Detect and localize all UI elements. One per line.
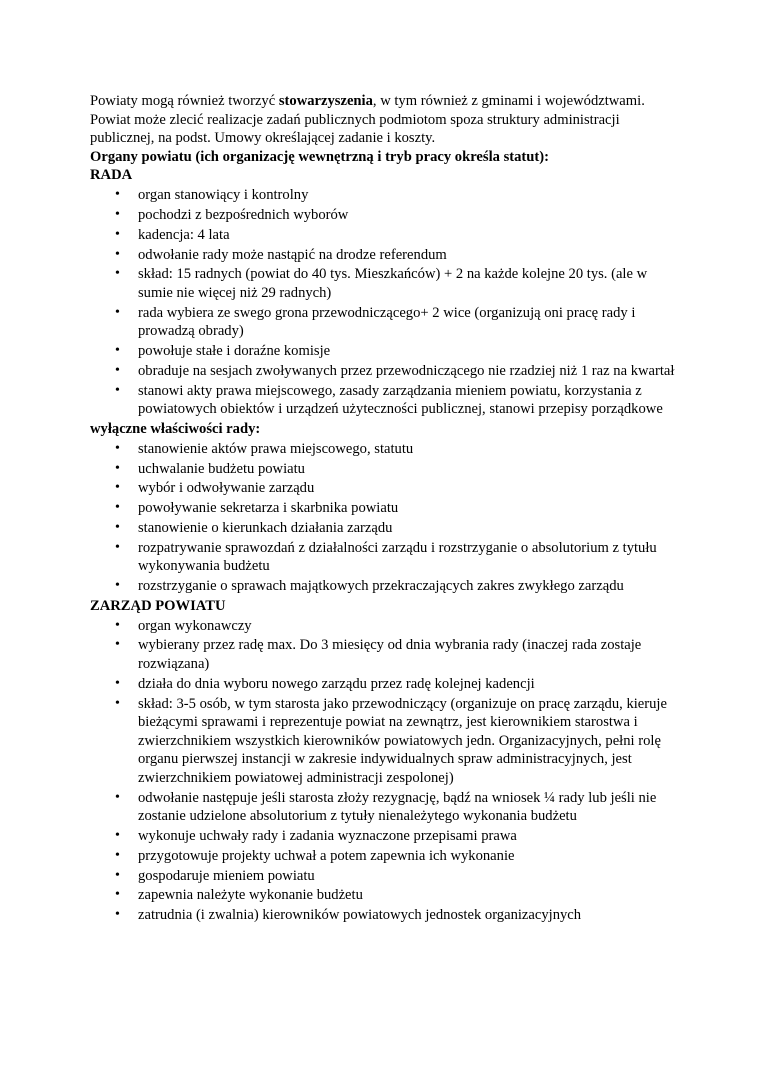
list-item-text: organ wykonawczy xyxy=(138,617,252,634)
list-item xyxy=(90,479,680,498)
bullet-icon: • xyxy=(115,500,120,516)
list-item xyxy=(90,827,680,846)
intro-text-1b: , w tym również z gminami i województwami. xyxy=(372,93,645,109)
list-item-text: kadencja: 4 lata xyxy=(138,226,230,243)
bullet-icon: • xyxy=(115,519,120,535)
list-item-text: skład: 3-5 osób, w tym starosta jako przewodniczący (organizuje on pracę zarządu, kieruje bieżącymi sprawami i reprezentuje powiat na zewnątrz, jest kierownikiem starostwa i zwierzchnikiem wszystkich kierowników powiatowych jedn. Organizacyjnych, pełni rolę organu pierwszej instancji w zakresie indywidualnych spraw administracyjnych, jest zwierzchnikiem powiatowej administracji zespolonej) xyxy=(138,695,667,786)
list-item xyxy=(90,246,680,265)
zarzad-heading: ZARZĄD POWIATU xyxy=(90,597,226,614)
list-item-text: przygotowuje projekty uchwał a potem zapewnia ich wykonanie xyxy=(138,847,515,864)
list-item xyxy=(90,460,680,479)
list-item-text: obraduje na sesjach zwoływanych przez przewodniczącego nie rzadziej niż 1 raz na kwartał xyxy=(138,362,675,379)
bullet-icon: • xyxy=(115,637,120,653)
bullet-icon: • xyxy=(115,362,120,378)
bullet-icon: • xyxy=(115,440,120,456)
list-item xyxy=(90,265,680,302)
list-item-text: skład: 15 radnych (powiat do 40 tys. Mieszkańców) + 2 na każde kolejne 20 tys. (ale w sumie nie więcej niż 29 radnych) xyxy=(138,266,648,301)
bullet-icon: • xyxy=(115,226,120,242)
bullet-icon: • xyxy=(115,695,120,711)
list-item xyxy=(90,206,680,225)
bullet-icon: • xyxy=(115,907,120,923)
list-item-text: stanowienie aktów prawa miejscowego, statutu xyxy=(138,440,414,457)
bullet-icon: • xyxy=(115,867,120,883)
list-item-text: wybierany przez radę max. Do 3 miesięcy od dnia wybrania rady (inaczej rada zostaje rozwiązana) xyxy=(138,637,642,672)
intro-text-1: Powiaty mogą również tworzyć xyxy=(90,93,279,109)
organy-heading: Organy powiatu (ich organizację wewnętrzną i tryb pracy określa statut): xyxy=(90,148,549,165)
list-item-text: odwołanie następuje jeśli starosta złoży rezygnację, bądź na wniosek ¼ rady lub jeśli nie zostanie udzielone absolutorium z tytuły nienależytego wykonania budżetu xyxy=(138,789,657,825)
list-item xyxy=(90,847,680,866)
list-item xyxy=(90,519,680,538)
list-item xyxy=(90,362,680,381)
list-item xyxy=(90,617,680,636)
list-item xyxy=(90,675,680,694)
list-item-text: organ stanowiący i kontrolny xyxy=(138,187,309,204)
document-page xyxy=(90,92,680,926)
bullet-icon: • xyxy=(115,789,120,805)
list-item xyxy=(90,539,680,576)
bullet-icon: • xyxy=(115,539,120,555)
list-item xyxy=(90,906,680,925)
wylaczne-heading: wyłączne właściwości rady: xyxy=(90,420,261,437)
list-item-text: zapewnia należyte wykonanie budżetu xyxy=(138,887,363,904)
list-item-text: rozpatrywanie sprawozdań z działalności zarządu i rozstrzyganie o absolutorium z tytułu wykonywania budżetu xyxy=(138,539,657,575)
intro-bold-term: stowarzyszenia xyxy=(278,93,373,109)
list-item-text: odwołanie rady może nastąpić na drodze referendum xyxy=(138,246,447,263)
bullet-icon: • xyxy=(115,460,120,476)
bullet-icon: • xyxy=(115,675,120,691)
list-item xyxy=(90,342,680,361)
bullet-icon: • xyxy=(115,480,120,496)
bullet-icon: • xyxy=(115,343,120,359)
list-item xyxy=(90,636,680,673)
bullet-icon: • xyxy=(115,887,120,903)
bullet-icon: • xyxy=(115,266,120,282)
list-item xyxy=(90,440,680,459)
bullet-icon: • xyxy=(115,187,120,203)
list-item xyxy=(90,304,680,341)
bullet-icon: • xyxy=(115,847,120,863)
bullet-icon: • xyxy=(115,578,120,594)
bullet-icon: • xyxy=(115,382,120,398)
list-item xyxy=(90,382,680,419)
list-item xyxy=(90,789,680,826)
list-item xyxy=(90,695,680,788)
list-item-text: stanowienie o kierunkach działania zarządu xyxy=(138,519,393,536)
list-item-text: rada wybiera ze swego grona przewodniczącego+ 2 wice (organizują oni pracę rady i prowadzą obrady) xyxy=(138,304,636,340)
list-item-text: zatrudnia (i zwalnia) kierowników powiatowych jednostek organizacyjnych xyxy=(138,907,582,924)
zarzad-list xyxy=(90,617,680,925)
list-item-text: wybór i odwoływanie zarządu xyxy=(138,480,315,497)
wylaczne-list xyxy=(90,440,680,596)
list-item-text: gospodaruje mieniem powiatu xyxy=(138,867,315,884)
list-item xyxy=(90,226,680,245)
list-item-text: stanowi akty prawa miejscowego, zasady zarządzania mieniem powiatu, korzystania z powiatowych obiektów i urządzeń użyteczności publicznej, stanowi przepisy porządkowe xyxy=(138,382,663,418)
list-item-text: powoływanie sekretarza i skarbnika powiatu xyxy=(138,500,399,517)
rada-list xyxy=(90,186,680,419)
list-item xyxy=(90,186,680,205)
list-item-text: uchwalanie budżetu powiatu xyxy=(138,460,305,477)
list-item xyxy=(90,577,680,596)
bullet-icon: • xyxy=(115,617,120,633)
list-item xyxy=(90,867,680,886)
list-item-text: wykonuje uchwały rady i zadania wyznaczone przepisami prawa xyxy=(138,828,517,845)
bullet-icon: • xyxy=(115,828,120,844)
bullet-icon: • xyxy=(115,246,120,262)
bullet-icon: • xyxy=(115,304,120,320)
list-item xyxy=(90,499,680,518)
list-item-text: rozstrzyganie o sprawach majątkowych przekraczających zakres zwykłego zarządu xyxy=(138,578,624,595)
list-item-text: powołuje stałe i doraźne komisje xyxy=(138,343,331,360)
intro-paragraph-1 xyxy=(90,92,680,111)
list-item-text: pochodzi z bezpośrednich wyborów xyxy=(138,206,349,223)
bullet-icon: • xyxy=(115,206,120,222)
list-item xyxy=(90,886,680,905)
list-item-text: działa do dnia wyboru nowego zarządu przez radę kolejnej kadencji xyxy=(138,675,535,692)
intro-paragraph-2: Powiat może zlecić realizacje zadań publicznych podmiotom spoza struktury administracji publicznej, na podst. Umowy określającej zadanie i koszty. xyxy=(90,111,620,147)
rada-heading: RADA xyxy=(90,167,133,184)
